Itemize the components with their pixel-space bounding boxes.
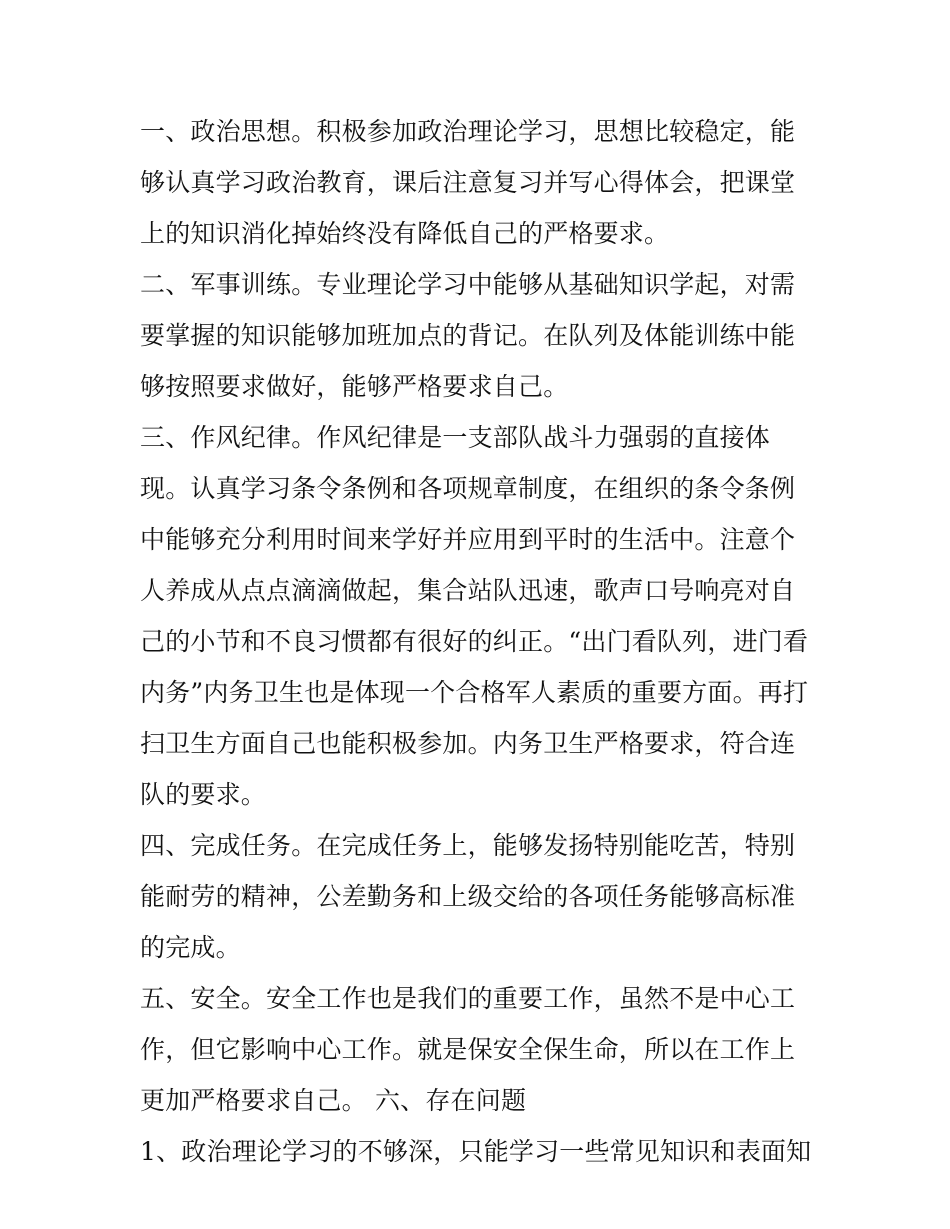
paragraph-problem-1: 1、政治理论学习的不够深，只能学习一些常见知识和表面知	[140, 1137, 812, 1166]
paragraph-military-training: 二、军事训练。专业理论学习中能够从基础知识学起，对需要掌握的知识能够加班加点的背记。在队列及体能训练中能够按照要求做好，能够严格要求自己。	[140, 270, 796, 401]
paragraph-complete-tasks: 四、完成任务。在完成任务上，能够发扬特别能吃苦，特别能耐劳的精神，公差勤务和上级交给的各项任务能够高标准的完成。	[140, 831, 796, 962]
paragraph-political-thought: 一、政治思想。积极参加政治理论学习，思想比较稳定，能够认真学习政治教育，课后注意复习并写心得体会，把课堂上的知识消化掉始终没有降低自己的严格要求。	[140, 117, 796, 248]
paragraph-style-discipline: 三、作风纪律。作风纪律是一支部队战斗力强弱的直接体现。认真学习条令条例和各项规章制度，在组织的条令条例中能够充分利用时间来学好并应用到平时的生活中。注意个人养成从点点滴滴做起，集合站队迅速，歌声口号响亮对自己的小节和不良习惯都有很好的纠正。“出门看队列，进门看内务”内务卫生也是体现一个合格军人素质的重要方面。再打扫卫生方面自己也能积极参加。内务卫生严格要求，符合连队的要求。	[140, 423, 809, 809]
paragraph-safety-and-problems: 五、安全。安全工作也是我们的重要工作，虽然不是中心工作，但它影响中心工作。就是保安全保生命，所以在工作上更加严格要求自己。 六、存在问题	[140, 984, 796, 1115]
document-body	[140, 106, 816, 1177]
